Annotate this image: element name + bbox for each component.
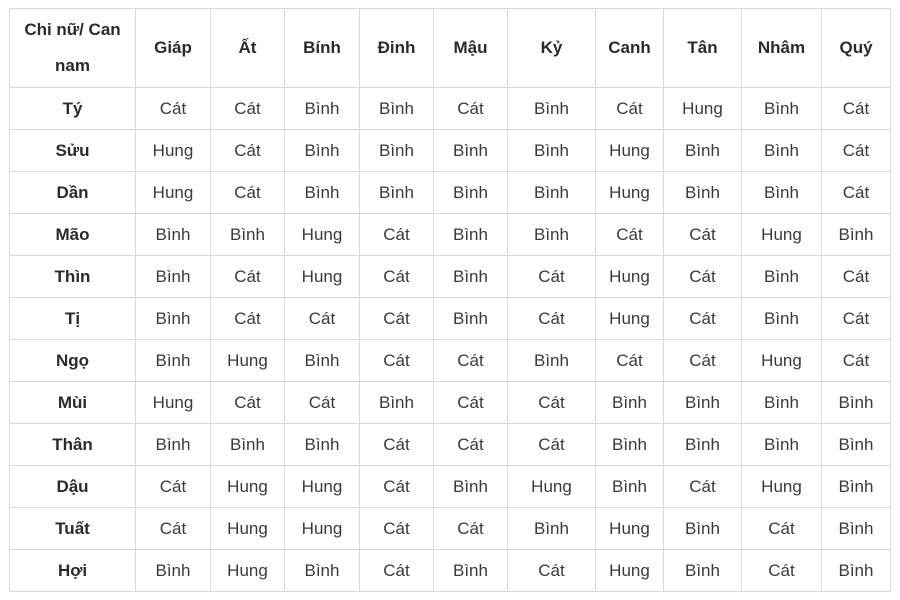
table-cell: Cát bbox=[822, 340, 891, 382]
column-header: Quý bbox=[822, 9, 891, 88]
table-cell: Bình bbox=[285, 172, 360, 214]
table-cell: Cát bbox=[822, 130, 891, 172]
table-cell: Bình bbox=[822, 550, 891, 592]
table-cell: Cát bbox=[742, 550, 822, 592]
table-row bbox=[10, 130, 891, 172]
table-cell: Bình bbox=[211, 424, 285, 466]
table-cell: Hung bbox=[742, 340, 822, 382]
table-cell: Cát bbox=[664, 298, 742, 340]
table-cell: Cát bbox=[508, 424, 596, 466]
row-header: Sửu bbox=[10, 130, 136, 172]
table-cell: Cát bbox=[211, 298, 285, 340]
table-cell: Cát bbox=[508, 382, 596, 424]
row-header: Dậu bbox=[10, 466, 136, 508]
table-cell: Cát bbox=[664, 340, 742, 382]
table-cell: Bình bbox=[664, 172, 742, 214]
column-header: Đinh bbox=[360, 9, 434, 88]
table-cell: Cát bbox=[360, 466, 434, 508]
table-cell: Hung bbox=[211, 466, 285, 508]
table-cell: Bình bbox=[664, 424, 742, 466]
table-row bbox=[10, 466, 891, 508]
table-cell: Cát bbox=[508, 298, 596, 340]
corner-header: Chi nữ/ Can nam bbox=[10, 9, 136, 88]
table-cell: Bình bbox=[508, 172, 596, 214]
column-header: Kỷ bbox=[508, 9, 596, 88]
row-header: Thìn bbox=[10, 256, 136, 298]
column-header: Giáp bbox=[136, 9, 211, 88]
table-cell: Cát bbox=[360, 550, 434, 592]
table-cell: Bình bbox=[136, 298, 211, 340]
table-cell: Bình bbox=[508, 508, 596, 550]
column-header: Nhâm bbox=[742, 9, 822, 88]
table-cell: Bình bbox=[664, 382, 742, 424]
table-cell: Bình bbox=[742, 256, 822, 298]
table-cell: Cát bbox=[285, 382, 360, 424]
row-header: Tị bbox=[10, 298, 136, 340]
table-cell: Hung bbox=[596, 256, 664, 298]
table-cell: Hung bbox=[508, 466, 596, 508]
table-cell: Cát bbox=[434, 382, 508, 424]
table-cell: Bình bbox=[742, 382, 822, 424]
table-cell: Cát bbox=[596, 214, 664, 256]
table-row bbox=[10, 340, 891, 382]
row-header: Mùi bbox=[10, 382, 136, 424]
table-cell: Cát bbox=[742, 508, 822, 550]
table-cell: Bình bbox=[742, 298, 822, 340]
table-cell: Bình bbox=[136, 214, 211, 256]
table-cell: Bình bbox=[596, 466, 664, 508]
table-body bbox=[10, 88, 891, 592]
table-cell: Hung bbox=[596, 130, 664, 172]
table-cell: Bình bbox=[742, 130, 822, 172]
table-cell: Hung bbox=[596, 508, 664, 550]
table-cell: Bình bbox=[664, 130, 742, 172]
table-cell: Bình bbox=[285, 130, 360, 172]
table-cell: Bình bbox=[508, 88, 596, 130]
table-cell: Hung bbox=[285, 256, 360, 298]
table-cell: Cát bbox=[434, 340, 508, 382]
table-row bbox=[10, 256, 891, 298]
table-cell: Cát bbox=[434, 508, 508, 550]
table-cell: Bình bbox=[434, 130, 508, 172]
header-row bbox=[10, 9, 891, 88]
table-cell: Bình bbox=[508, 214, 596, 256]
table-cell: Cát bbox=[508, 256, 596, 298]
table-cell: Cát bbox=[434, 424, 508, 466]
table-cell: Hung bbox=[596, 298, 664, 340]
table-cell: Hung bbox=[596, 550, 664, 592]
table-cell: Bình bbox=[508, 340, 596, 382]
table-cell: Bình bbox=[822, 508, 891, 550]
table-cell: Cát bbox=[211, 172, 285, 214]
table-cell: Bình bbox=[136, 424, 211, 466]
compatibility-table bbox=[9, 8, 891, 592]
table-cell: Bình bbox=[285, 88, 360, 130]
table-cell: Cát bbox=[822, 298, 891, 340]
table-row bbox=[10, 214, 891, 256]
row-header: Mão bbox=[10, 214, 136, 256]
table-cell: Cát bbox=[822, 172, 891, 214]
table-cell: Bình bbox=[360, 130, 434, 172]
table-cell: Bình bbox=[136, 340, 211, 382]
table-cell: Bình bbox=[434, 214, 508, 256]
table-cell: Bình bbox=[508, 130, 596, 172]
table-cell: Cát bbox=[136, 508, 211, 550]
table-cell: Cát bbox=[211, 256, 285, 298]
table-row bbox=[10, 508, 891, 550]
table-cell: Bình bbox=[285, 424, 360, 466]
compatibility-table-container bbox=[9, 8, 891, 592]
table-row bbox=[10, 424, 891, 466]
table-cell: Cát bbox=[360, 214, 434, 256]
table-cell: Hung bbox=[285, 214, 360, 256]
table-cell: Cát bbox=[664, 214, 742, 256]
table-cell: Hung bbox=[742, 214, 822, 256]
table-cell: Cát bbox=[664, 466, 742, 508]
table-cell: Cát bbox=[596, 340, 664, 382]
table-cell: Bình bbox=[664, 550, 742, 592]
table-row bbox=[10, 88, 891, 130]
table-cell: Cát bbox=[434, 88, 508, 130]
row-header: Thân bbox=[10, 424, 136, 466]
table-cell: Bình bbox=[360, 382, 434, 424]
table-cell: Cát bbox=[136, 466, 211, 508]
table-cell: Hung bbox=[664, 88, 742, 130]
table-cell: Bình bbox=[360, 88, 434, 130]
table-cell: Bình bbox=[434, 172, 508, 214]
table-cell: Cát bbox=[360, 256, 434, 298]
table-cell: Hung bbox=[136, 130, 211, 172]
column-header: Tân bbox=[664, 9, 742, 88]
table-cell: Cát bbox=[822, 256, 891, 298]
row-header: Dần bbox=[10, 172, 136, 214]
table-cell: Bình bbox=[434, 550, 508, 592]
row-header: Tý bbox=[10, 88, 136, 130]
table-cell: Bình bbox=[211, 214, 285, 256]
table-cell: Bình bbox=[742, 172, 822, 214]
row-header: Hợi bbox=[10, 550, 136, 592]
column-header: Bính bbox=[285, 9, 360, 88]
column-header: Mậu bbox=[434, 9, 508, 88]
table-cell: Bình bbox=[822, 214, 891, 256]
table-cell: Bình bbox=[822, 382, 891, 424]
table-cell: Hung bbox=[136, 172, 211, 214]
table-cell: Cát bbox=[360, 340, 434, 382]
table-cell: Hung bbox=[285, 508, 360, 550]
table-cell: Hung bbox=[136, 382, 211, 424]
table-row bbox=[10, 382, 891, 424]
table-cell: Bình bbox=[285, 550, 360, 592]
table-cell: Cát bbox=[508, 550, 596, 592]
table-cell: Cát bbox=[822, 88, 891, 130]
table-cell: Bình bbox=[434, 298, 508, 340]
table-cell: Cát bbox=[211, 130, 285, 172]
table-cell: Bình bbox=[434, 466, 508, 508]
column-header: Ất bbox=[211, 9, 285, 88]
table-cell: Bình bbox=[664, 508, 742, 550]
table-cell: Bình bbox=[822, 424, 891, 466]
table-cell: Hung bbox=[211, 550, 285, 592]
table-row bbox=[10, 550, 891, 592]
row-header: Ngọ bbox=[10, 340, 136, 382]
table-cell: Cát bbox=[360, 424, 434, 466]
table-cell: Hung bbox=[596, 172, 664, 214]
table-row bbox=[10, 172, 891, 214]
table-cell: Bình bbox=[136, 256, 211, 298]
table-cell: Bình bbox=[596, 382, 664, 424]
table-cell: Bình bbox=[285, 340, 360, 382]
table-cell: Cát bbox=[211, 88, 285, 130]
table-cell: Bình bbox=[596, 424, 664, 466]
table-cell: Hung bbox=[285, 466, 360, 508]
table-cell: Cát bbox=[596, 88, 664, 130]
table-cell: Bình bbox=[434, 256, 508, 298]
table-cell: Bình bbox=[742, 88, 822, 130]
table-cell: Bình bbox=[822, 466, 891, 508]
table-row bbox=[10, 298, 891, 340]
table-cell: Bình bbox=[360, 172, 434, 214]
table-cell: Hung bbox=[211, 508, 285, 550]
table-cell: Bình bbox=[136, 550, 211, 592]
table-cell: Cát bbox=[285, 298, 360, 340]
table-cell: Cát bbox=[136, 88, 211, 130]
table-cell: Cát bbox=[360, 298, 434, 340]
table-cell: Bình bbox=[742, 424, 822, 466]
table-cell: Hung bbox=[742, 466, 822, 508]
column-header: Canh bbox=[596, 9, 664, 88]
table-cell: Hung bbox=[211, 340, 285, 382]
table-cell: Cát bbox=[211, 382, 285, 424]
row-header: Tuất bbox=[10, 508, 136, 550]
table-cell: Cát bbox=[360, 508, 434, 550]
table-cell: Cát bbox=[664, 256, 742, 298]
